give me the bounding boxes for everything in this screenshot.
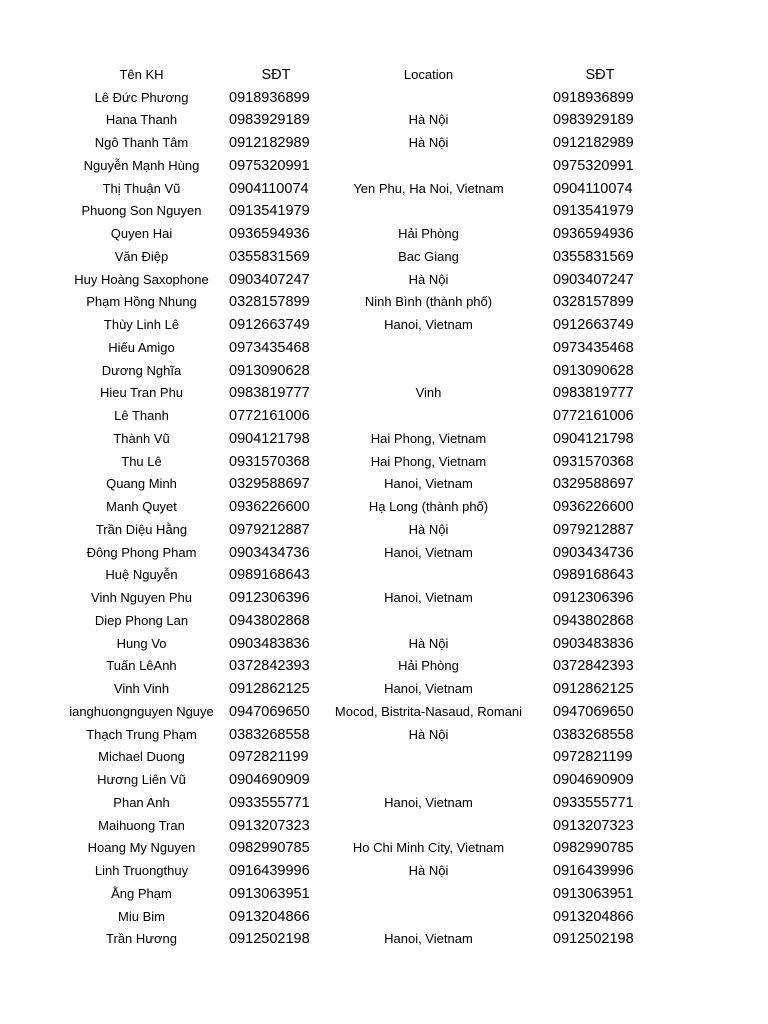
- table-row: [0, 837, 768, 860]
- customer-name-cell: Thị Thuận Vũ: [102, 180, 181, 196]
- header-phone-1: SĐT: [261, 66, 291, 83]
- header-name: Tên KH: [119, 66, 164, 82]
- phone-cell: 0972821199: [229, 749, 309, 766]
- customer-name-cell: Lê Đức Phương: [94, 89, 189, 105]
- phone-duplicate-cell: 0355831569: [553, 248, 634, 265]
- phone-duplicate-cell: 0913090628: [553, 362, 634, 379]
- phone-cell: 0983819777: [229, 385, 310, 402]
- table-row: [0, 564, 768, 587]
- phone-duplicate-cell: 0947069650: [553, 703, 634, 720]
- location-cell: [331, 405, 526, 428]
- phone-cell: 0979212887: [229, 521, 310, 538]
- location-cell: Yen Phu, Ha Noi, Vietnam: [353, 180, 504, 196]
- phone-duplicate-cell: 0973435468: [553, 339, 634, 356]
- phone-cell: 0913090628: [229, 362, 310, 379]
- phone-cell: 0913541979: [229, 203, 310, 220]
- customer-name-cell: Văn Điệp: [114, 248, 169, 264]
- phone-duplicate-cell: 0912502198: [553, 931, 634, 948]
- phone-cell: 0913207323: [229, 817, 310, 834]
- table-row: [0, 109, 768, 132]
- location-cell: [331, 906, 526, 929]
- customer-name-cell: Hương Liên Vũ: [97, 772, 186, 787]
- customer-name-cell: Huệ Nguyễn: [105, 567, 178, 583]
- phone-cell: 0355831569: [229, 248, 310, 265]
- table-row: [0, 746, 768, 769]
- customer-name-cell: Linh Truongthuy: [94, 863, 189, 878]
- table-row: [0, 587, 768, 610]
- location-cell: Hà Nội: [408, 271, 449, 287]
- customer-name-cell: Miu Bim: [118, 908, 165, 924]
- phone-cell: 0936594936: [229, 226, 310, 242]
- location-cell: [331, 815, 526, 838]
- phone-duplicate-cell: 0975320991: [553, 157, 634, 174]
- phone-duplicate-cell: 0989168643: [553, 567, 634, 584]
- customer-name-cell: Trần Diệu Hằng: [95, 521, 188, 537]
- phone-duplicate-cell: 0916439996: [553, 863, 634, 879]
- phone-duplicate-cell: 0772161006: [553, 408, 634, 424]
- location-cell: Hanoi, Vietnam: [384, 590, 473, 605]
- location-cell: Hanoi, Vietnam: [384, 544, 473, 560]
- location-cell: Ninh Bình (thành phố): [364, 294, 493, 310]
- table-row: [0, 815, 768, 838]
- location-cell: Hai Phong, Vietnam: [370, 453, 487, 469]
- phone-duplicate-cell: 0913063951: [553, 885, 634, 902]
- phone-cell: 0903407247: [229, 271, 310, 288]
- phone-cell: 0772161006: [229, 408, 310, 424]
- location-cell: [331, 769, 526, 792]
- customer-name-cell: Tuấn LêAnh: [106, 658, 177, 674]
- phone-duplicate-cell: 0979212887: [553, 521, 634, 538]
- phone-cell: 0947069650: [229, 703, 310, 720]
- phone-duplicate-cell: 0372842393: [553, 658, 634, 675]
- phone-cell: 0912182989: [229, 135, 310, 151]
- customer-name-cell: Diep Phong Lan: [94, 612, 189, 628]
- location-cell: Vinh: [415, 385, 442, 401]
- table-row: [0, 701, 768, 724]
- phone-cell: 0916439996: [229, 863, 310, 879]
- table-row: [0, 542, 768, 565]
- phone-duplicate-cell: 0903483836: [553, 635, 634, 652]
- table-row: [0, 87, 768, 110]
- customer-name-cell: ianghuongnguyen Nguye: [69, 703, 214, 719]
- phone-duplicate-cell: 0983929189: [553, 112, 634, 129]
- table-row: [0, 291, 768, 314]
- customer-name-cell: Thu Lê: [121, 453, 162, 469]
- phone-cell: 0328157899: [229, 294, 310, 311]
- table-row: [0, 496, 768, 519]
- phone-duplicate-cell: 0913204866: [553, 908, 634, 925]
- customer-name-cell: Maihuong Tran: [98, 817, 185, 833]
- customer-name-cell: Quang Minh: [106, 476, 177, 492]
- location-cell: [331, 337, 526, 360]
- header-row: [0, 64, 768, 87]
- customer-name-cell: Huy Hoàng Saxophone: [74, 271, 209, 287]
- table-row: [0, 678, 768, 701]
- location-cell: Hanoi, Vietnam: [384, 931, 473, 947]
- location-cell: Hà Nội: [408, 135, 449, 150]
- phone-cell: 0983929189: [229, 112, 310, 129]
- table-row: [0, 519, 768, 542]
- customer-name-cell: Hieu Tran Phu: [99, 385, 184, 401]
- phone-cell: 0913063951: [229, 885, 310, 902]
- phone-cell: 0383268558: [229, 726, 310, 743]
- phone-cell: 0903483836: [229, 635, 310, 652]
- phone-cell: 0973435468: [229, 339, 310, 356]
- customer-name-cell: Hana Thanh: [105, 112, 178, 128]
- customer-name-cell: Thạch Trung Phạm: [86, 726, 197, 742]
- phone-cell: 0912306396: [229, 590, 310, 606]
- customer-name-cell: Thành Vũ: [113, 430, 170, 446]
- phone-cell: 0904110074: [229, 180, 309, 197]
- location-cell: Hanoi, Vietnam: [384, 476, 473, 492]
- phone-cell: 0912502198: [229, 931, 310, 948]
- phone-cell: 0943802868: [229, 612, 310, 629]
- location-cell: Hanoi, Vietnam: [384, 681, 473, 696]
- table-row: [0, 382, 768, 405]
- location-cell: Hà Nội: [408, 726, 449, 742]
- phone-duplicate-cell: 0904121798: [553, 430, 634, 447]
- header-location: Location: [403, 66, 454, 82]
- customer-name-cell: Manh Quyet: [106, 499, 177, 514]
- customer-name-cell: Ằng Phạm: [111, 885, 172, 901]
- table-row: [0, 883, 768, 906]
- table-row: [0, 792, 768, 815]
- location-cell: [331, 883, 526, 906]
- customer-name-cell: Phuong Son Nguyen: [81, 203, 202, 219]
- customer-name-cell: Vinh Nguyen Phu: [91, 590, 192, 605]
- phone-cell: 0912862125: [229, 681, 310, 697]
- location-cell: Hà Nội: [408, 112, 449, 128]
- table-row: [0, 428, 768, 451]
- phone-cell: 0372842393: [229, 658, 310, 675]
- table-row: [0, 132, 768, 155]
- location-cell: Hà Nội: [408, 863, 449, 878]
- phone-duplicate-cell: 0913207323: [553, 817, 634, 834]
- phone-duplicate-cell: 0918936899: [553, 89, 634, 106]
- table-row: [0, 860, 768, 883]
- location-cell: Hạ Long (thành phố): [368, 499, 489, 514]
- phone-duplicate-cell: 0912663749: [553, 317, 634, 333]
- location-cell: Bac Giang: [398, 248, 459, 264]
- phone-duplicate-cell: 0383268558: [553, 726, 634, 743]
- location-cell: Hanoi, Vietnam: [384, 317, 473, 332]
- location-cell: [331, 746, 526, 769]
- customer-name-cell: Hung Vo: [116, 635, 167, 651]
- location-cell: Hanoi, Vietnam: [384, 794, 473, 810]
- table-row: [0, 337, 768, 360]
- table-row: [0, 473, 768, 496]
- phone-cell: 0982990785: [229, 840, 310, 857]
- phone-duplicate-cell: 0933555771: [553, 794, 634, 811]
- customer-name-cell: Hiếu Amigo: [108, 339, 175, 355]
- phone-duplicate-cell: 0936226600: [553, 499, 634, 515]
- phone-duplicate-cell: 0903407247: [553, 271, 634, 288]
- phone-duplicate-cell: 0983819777: [553, 385, 634, 402]
- table-row: [0, 405, 768, 428]
- location-cell: [331, 360, 526, 383]
- table-row: [0, 314, 768, 337]
- location-cell: Hà Nội: [408, 635, 449, 651]
- phone-cell: 0904121798: [229, 430, 310, 447]
- phone-cell: 0933555771: [229, 794, 310, 811]
- customer-name-cell: Vinh Vinh: [113, 681, 170, 696]
- phone-duplicate-cell: 0913541979: [553, 203, 634, 220]
- phone-duplicate-cell: 0912306396: [553, 590, 634, 606]
- location-cell: Ho Chi Minh City, Vietnam: [352, 840, 505, 856]
- phone-cell: 0918936899: [229, 89, 310, 106]
- location-cell: [331, 610, 526, 633]
- location-cell: Hà Nội: [408, 521, 449, 537]
- customer-name-cell: Quyen Hai: [110, 226, 173, 241]
- phone-duplicate-cell: 0903434736: [553, 544, 634, 561]
- customer-name-cell: Đông Phong Pham: [86, 544, 197, 560]
- header-phone-2: SĐT: [585, 66, 615, 83]
- table-row: [0, 655, 768, 678]
- location-cell: Hải Phòng: [398, 658, 459, 674]
- phone-duplicate-cell: 0912862125: [553, 681, 634, 697]
- location-cell: [331, 155, 526, 178]
- table-row: [0, 769, 768, 792]
- phone-cell: 0903434736: [229, 544, 310, 561]
- customer-name-cell: Hoang My Nguyen: [87, 840, 196, 856]
- table-row: [0, 200, 768, 223]
- phone-cell: 0904690909: [229, 772, 310, 788]
- phone-duplicate-cell: 0972821199: [553, 749, 633, 766]
- phone-cell: 0931570368: [229, 453, 310, 470]
- location-cell: Hai Phong, Vietnam: [370, 430, 487, 446]
- table-row: [0, 269, 768, 292]
- customer-name-cell: Phạm Hồng Nhung: [86, 294, 197, 310]
- phone-cell: 0329588697: [229, 476, 310, 493]
- table-row: [0, 610, 768, 633]
- table-row: [0, 451, 768, 474]
- phone-cell: 0913204866: [229, 908, 310, 925]
- table-row: [0, 178, 768, 201]
- phone-duplicate-cell: 0982990785: [553, 840, 634, 857]
- table-row: [0, 724, 768, 747]
- table-row: [0, 223, 768, 246]
- customer-name-cell: Lê Thanh: [114, 408, 169, 423]
- location-cell: [331, 200, 526, 223]
- customer-name-cell: Thùy Linh Lê: [103, 317, 180, 332]
- phone-cell: 0975320991: [229, 157, 310, 174]
- customer-name-cell: Phan Anh: [113, 794, 170, 810]
- customer-name-cell: Dương Nghĩa: [101, 362, 182, 378]
- table-row: [0, 928, 768, 951]
- phone-duplicate-cell: 0904110074: [553, 180, 633, 197]
- table-row: [0, 360, 768, 383]
- location-cell: Hải Phòng: [398, 226, 459, 241]
- location-cell: [331, 87, 526, 110]
- table-row: [0, 246, 768, 269]
- phone-duplicate-cell: 0912182989: [553, 135, 634, 151]
- phone-cell: 0989168643: [229, 567, 310, 584]
- phone-duplicate-cell: 0931570368: [553, 453, 634, 470]
- customer-name-cell: Michael Duong: [98, 749, 185, 765]
- customer-name-cell: Nguyễn Mạnh Hùng: [83, 157, 200, 173]
- phone-duplicate-cell: 0943802868: [553, 612, 634, 629]
- phone-cell: 0912663749: [229, 317, 310, 333]
- customer-name-cell: Trần Hương: [106, 931, 177, 947]
- phone-cell: 0936226600: [229, 499, 310, 515]
- customer-name-cell: Ngô Thanh Tâm: [94, 135, 189, 150]
- phone-duplicate-cell: 0328157899: [553, 294, 634, 311]
- table-row: [0, 906, 768, 929]
- location-cell: Mocod, Bistrita-Nasaud, Romani: [334, 703, 523, 719]
- table-row: [0, 155, 768, 178]
- phone-duplicate-cell: 0904690909: [553, 772, 634, 788]
- phone-duplicate-cell: 0936594936: [553, 226, 634, 242]
- phone-duplicate-cell: 0329588697: [553, 476, 634, 493]
- location-cell: [331, 564, 526, 587]
- table-row: [0, 633, 768, 656]
